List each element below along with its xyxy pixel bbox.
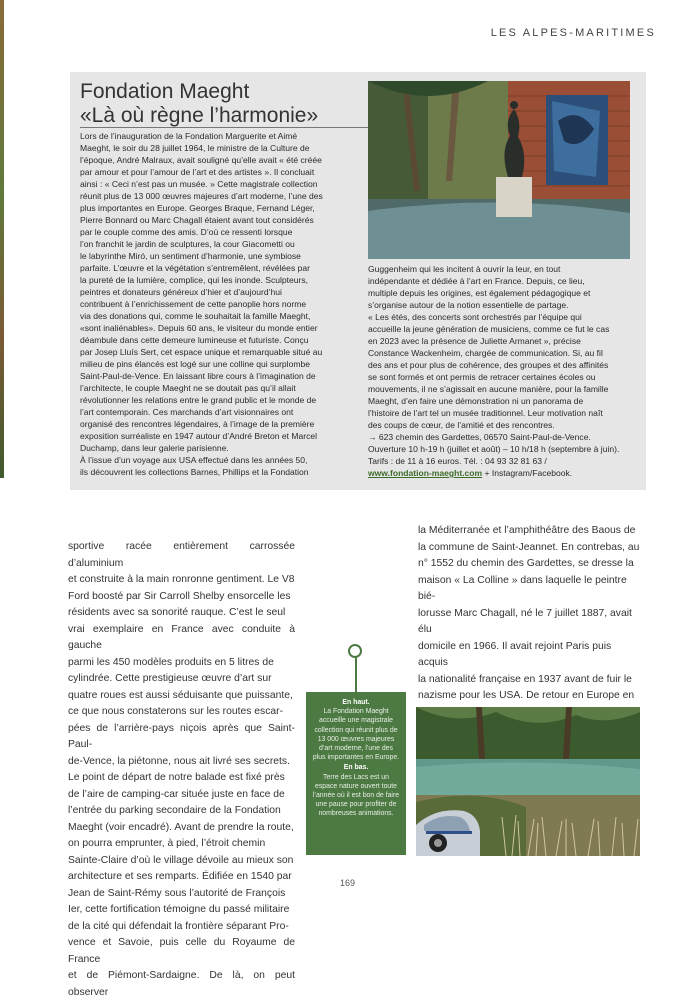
info-hours: Ouverture 10 h-19 h (juillet et août) – 10 h/18 h (septembre à juin). xyxy=(368,444,620,454)
info-block xyxy=(368,431,638,479)
box-paragraph-left: Lors de l’inauguration de la Fondation Marguerite et Aimé Maeght, le soir du 28 juillet 1964, le ministre de la Culture de l’époque, André Malraux, avait souligné qu’elle avait « été créée par amour et pour l’amour de l’art et des artistes ». Il concluait ainsi : « Ceci n’est pas un musée. » Cette magistrale collection réunit plus de 13 000 œuvres majeures d’art moderne, l’une des plus importantes en Europe. Georges Braque, Fernand Léger, Pierre Bonnard ou Marc Chagall étaient avant tout considérés par le couple comme des amis. D’où ce ressenti lorsque l’on franchit le jardin de sculptures, la cour Giacometti ou le labyrinthe Miró, un sentiment d’harmonie, une symbiose parfaite. L’œuvre et la végétation s’entremêlent, révélées par la pureté de la lumière, complice, qui les inonde. Sculpteurs, peintres et donateurs généreux d’hier et d’aujourd’hui contribuent à l’enrichissement de cette panoplie hors norme via des donations qui, comme le souhaitait la famille Maeght, «sont inaliénables». Depuis 60 ans, le visiteur du monde entier déambule dans cette demeure lumineuse et futuriste. Conçu par Josep Lluís Sert, cet espace unique et remarquable situé au milieu de pins élancés est logé sur une colline qui surplombe Saint-Paul-de-Vence. En laissant libre cours à l’imagination de l’architecte, le couple Maeght ne se doutait pas qu’il allait révolutionner les relations entre le grand public et le monde de l’art contemporain. Ces marchands d’art visionnaires ont organisé des rencontres légendaires, à l’image de la première exposition surréaliste en 1947 autour d’André Breton et Marcel Duchamp, dans leur galerie parisienne. À l’issue d’un voyage aux USA effectué dans les années 50, ils découvrent les collections Barnes, Phillips et la Fondation xyxy=(80,131,323,477)
caption-head-bottom: En bas. xyxy=(343,764,369,772)
main-column-right: la Méditerranée et l’amphithéâtre des Baous de la commune de Saint-Jeannet. En contrebas, au n° 1552 du chemin des Gardettes, se dresse la maison « La Colline » dans laquelle le peintre bié- lorusse Marc Chagall, né le 7 juillet 1887, avait élu domicile en 1966. Il avait rejoint Paris puis acquis la nationalité française en 1937 avant de fuir le nazisme pour les USA. De retour en Europe en xyxy=(418,525,640,701)
info-prices: Tarifs : de 11 à 16 euros. Tél. : 04 93 32 81 63 / xyxy=(368,456,547,466)
info-social: + Instagram/Facebook. xyxy=(482,468,573,478)
caption-text-bottom: Terre des Lacs est un espace nature ouvert toute l’année où il est bon de faire une pause pour profiter de nombreuses animations. xyxy=(312,773,400,818)
caption-box xyxy=(306,692,406,855)
caption-text-top: La Fondation Maeght accueille une magistrale collection qui réunit plus de 13 000 œuvres majeures d’art moderne, l’une des plus importantes en Europe. xyxy=(312,708,400,762)
caption-head-top: En haut. xyxy=(342,699,370,706)
info-address: 623 chemin des Gardettes, 06570 Saint-Paul-de-Vence. xyxy=(378,432,591,442)
title-rule xyxy=(80,127,370,128)
main-column-left: sportive racée entièrement carrossée d’aluminium et construite à la main ronronne gentiment. Le V8 Ford boosté par Sir Carroll Shelby ensorcelle les résidents avec sa sonorité rauque. C’est le seul vrai exemplaire en France avec conduite à gauche parmi les 450 modèles produits en 5 litres de cylindrée. Cette prestigieuse œuvre d’art sur quatre roues est aussi séduisante que puissante, ce que nous constaterons sur les routes escar- pées de l’arrière-pays niçois après que Saint-Paul- de-Vence, la piétonne, nous ait livré ses secrets. Le point de départ de notre balade est fixé près de l’aire de camping-car située juste en face de l’entrée du parking secondaire de la Fondation Maeght (voir encadré). Avant de prendre la route, on pourra emprunter, à pied, l’étroit chemin Sainte-Claire d’où le village dévoile au mieux son architecture et ses remparts. Édifiée en 1540 par Jean de Saint-Rémy sous l’autorité de François Ier, cette fortification témoigne du passé militaire de la cité qui défendait la frontière séparant Pro- vence et Savoie, puis celle du Royaume de France et de Piémont-Sardaigne. De là, on peut observer xyxy=(68,541,295,998)
box-title: Fondation Maeght «Là où règne l’harmonie» xyxy=(80,80,319,127)
pin-line xyxy=(355,656,357,692)
sculpture-garden-photo xyxy=(368,81,630,259)
box-paragraph-right: Guggenheim qui les incitent à ouvrir la leur, en tout indépendante et dédiée à l’art en France. Depuis, ce lieu, multiple depuis les origines, est également pédagogique et s’organise autour de la notion essentielle de partage. « Les étés, des concerts sont orchestrés par l’équipe qui accueille la jeune génération de musiciens, comme ce fut le cas en 2023 avec la présence de Juliette Armanet », précise Constance Wackenheim, chargée de communication. Si, au fil des ans et pour plus de cohérence, des groupes et des affinités se sont formés et ont permis de retracer certaines écoles ou mouvements, il ne s’agissait en aucune manière, pour la famille Maeght, d’en faire une démonstration ni un panorama de l’histoire de l’art tel un musée traditionnel. Leur motivation naît des coups de cœur, de l’amitié et des rencontres. xyxy=(368,264,610,430)
box-text-left xyxy=(80,130,362,478)
page-number: 169 xyxy=(340,878,356,888)
lake-and-car-photo xyxy=(416,707,640,856)
website-link[interactable]: www.fondation-maeght.com xyxy=(368,468,483,478)
box-text-right xyxy=(368,263,638,479)
running-head: LES ALPES-MARITIMES xyxy=(490,27,656,39)
edge-photo-strip xyxy=(0,0,4,478)
arrow-icon: → xyxy=(368,432,377,442)
